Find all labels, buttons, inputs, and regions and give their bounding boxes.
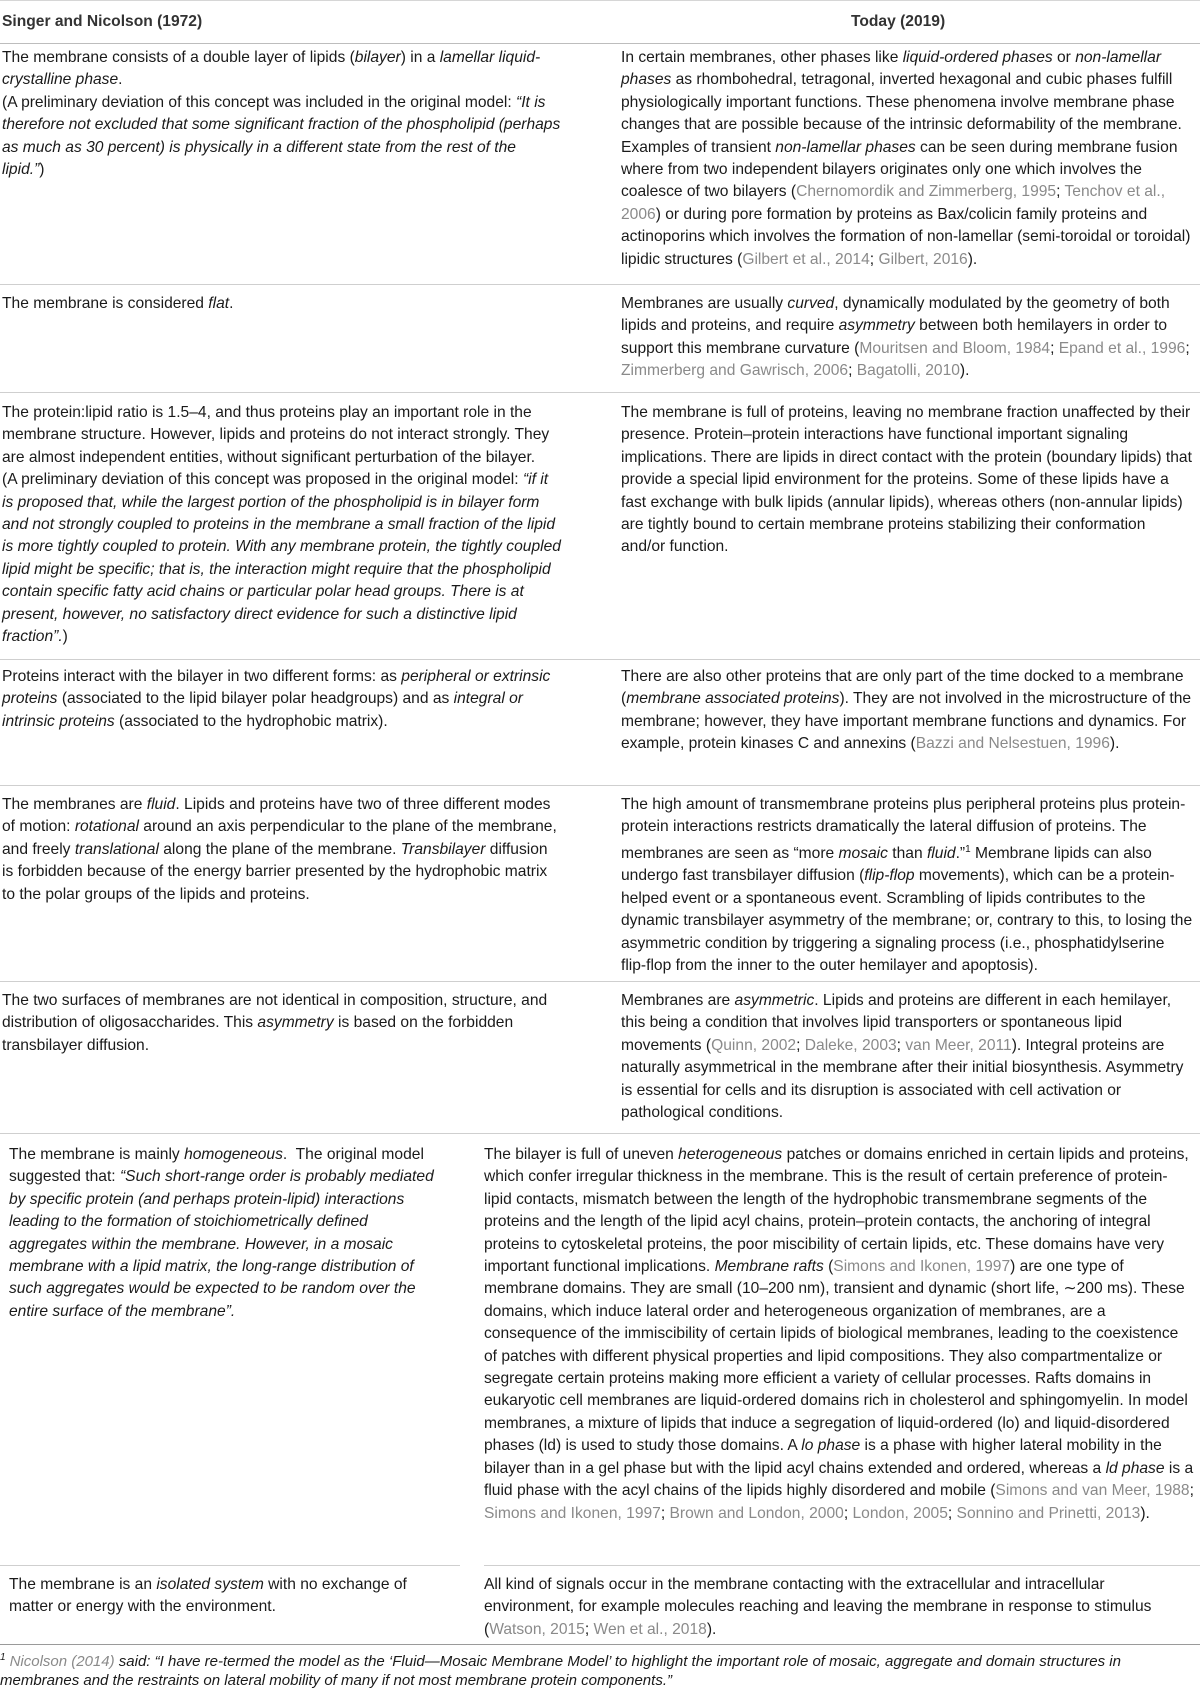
row-1-right: In certain membranes, other phases like liquid-ordered phases or non-lamellar phases as rhombohedral, tetragonal, inverted hexagonal and cubic phases fulfill physiologically important functions. These phenomena involve membrane phase changes that are possible because of the intrinsic deformability of the membrane. Examples of transient non-lamellar phases can be seen during membrane fusion where from two independent bilayers originates only one which involves the coalesce of two bilayers (Chernomordik and Zimmerberg, 1995; Tenchov et al., 2006) or during pore formation by proteins as Bax/colicin family proteins and actinoporins which involves the formation of non-lamellar (semi-toroidal or toroidal) lipidic structures (Gilbert et al., 2014; Gilbert, 2016). [621,49,1191,268]
header-today: Today (2019) [851,13,946,30]
table-footnote [0,1644,1200,1690]
row-divider [0,981,1200,982]
row-3-right: The membrane is full of proteins, leaving no membrane fraction unaffected by their presence. Protein–protein interactions have functional important signaling implications. There are lipids in direct contact with the protein (boundary lipids) that provide a special lipid environment for the proteins. Some of these lipids have a fast exchange with bulk lipids (annular lipids), whereas others (non-annular lipids) are tightly bound to certain membrane proteins stabilizing their conformation and/or function. [621,404,1192,556]
row-6-left: The two surfaces of membranes are not identical in composition, structure, and distribution of oligosaccharides. This asymmetry is based on the forbidden transbilayer diffusion. [2,992,548,1054]
row-2-right: Membranes are usually curved, dynamically modulated by the geometry of both lipids and proteins, and require asymmetry between both hemilayers in order to support this membrane curvature (Mouritsen and Bloom, 1984; Epand et al., 1996; Zimmerberg and Gawrisch, 2006; Bagatolli, 2010). [621,295,1190,380]
row-4-right: There are also other proteins that are only part of the time docked to a membrane (membrane associated proteins). They are not involved in the microstructure of the membrane; however, they have important membrane functions and dynamics. For example, protein kinases C and annexins (Bazzi and Nelsestuen, 1996). [621,668,1192,753]
row-8-left: The membrane is an isolated system with no exchange of matter or energy with the environment. [9,1576,407,1616]
row-3-left: The protein:lipid ratio is 1.5–4, and thus proteins play an important role in the membrane structure. However, lipids and proteins do not interact strongly. They are almost independent entities, without significant perturbation of the bilayer. (A preliminary deviation of this concept was proposed in the original model: “if it is proposed that, while the largest portion of the phospholipid is in bilayer form and not strongly coupled to proteins in the membrane a small fraction of the lipid is more tightly coupled to protein. With any membrane protein, the tightly coupled lipid might be specific; that is, the interaction might require that the phospholipid contain specific fatty acid chains or particular polar head groups. There is at present, however, no satisfactory direct evidence for such a distinctive lipid fraction”.) [2,404,561,646]
row-7-left: The membrane is mainly homogeneous. The original model suggested that: “Such short-range order is probably mediated by specific protein (and perhaps protein-lipid) interactions leading to the formation of stoichiometrically defined aggregates within the membrane. However, in a mosaic membrane with a lipid matrix, the long-range distribution of such aggregates would be expected to be random over the entire surface of the membrane”. [9,1146,434,1320]
row-divider [0,392,1200,393]
row-2-left: The membrane is considered flat. [2,295,234,312]
row-7-right: The bilayer is full of uneven heterogeneous patches or domains enriched in certain lipids and proteins, which confer irregular thickness in the membrane. This is the result of certain preference of protein-lipid contacts, mismatch between the length of the hydrophobic transmembrane segments of the proteins and the length of the lipid acyl chains, protein–protein contacts, the anchoring of integral proteins to cytoskeletal proteins, the poor miscibility of certain lipids, etc. These domains have very important functional implications. Membrane rafts (Simons and Ikonen, 1997) are one type of membrane domains. They are small (10–200 nm), transient and dynamic (short life, ∼200 ms). These domains, which induce lateral order and heterogeneous organization of membranes, are a consequence of the immiscibility of certain lipids of biological membranes, leading to the coexistence of patches with different physical properties and lipid compositions. They also compartmentalize or segregate certain proteins making more efficient a variety of cellular processes. Rafts domains in eukaryotic cell membranes are liquid-ordered domains rich in cholesterol and sphingomyelin. In model membranes, a mixture of lipids that induce a segregation of liquid-ordered (lo) and liquid-disordered phases (ld) is used to study those domains. A lo phase is a phase with higher lateral mobility in the bilayer than in a gel phase but with the lipid acyl chains extended and ordered, whereas a ld phase is a fluid phase with the acyl chains of the lipids highly disordered and mobile (Simons and van Meer, 1988; Simons and Ikonen, 1997; Brown and London, 2000; London, 2005; Sonnino and Prinetti, 2013). [484,1146,1194,1522]
row-divider [0,284,1200,285]
row-6-right: Membranes are asymmetric. Lipids and proteins are different in each hemilayer, this being a condition that involves lipid transporters or spontaneous lipid movements (Quinn, 2002; Daleke, 2003; van Meer, 2011). Integral proteins are naturally asymmetrical in the membrane after their initial biosynthesis. Asymmetry is essential for cells and its disruption is associated with cell activation or pathological conditions. [621,992,1184,1122]
row-divider [0,1133,1200,1134]
row-8-right: All kind of signals occur in the membrane contacting with the extracellular and intracellular environment, for example molecules reaching and leaving the membrane in response to stimulus (Watson, 2015; Wen et al., 2018). [484,1576,1152,1638]
row-4-left: Proteins interact with the bilayer in two different forms: as peripheral or extrinsic proteins (associated to the lipid bilayer polar headgroups) and as integral or intrinsic proteins (associated to the hydrophobic matrix). [2,668,551,730]
row-divider [0,785,1200,786]
footnote-text: Nicolson (2014) said: “I have re-termed the model as the ‘Fluid—Mosaic Membrane Model’ to highlight the important role of mosaic, aggregate and domain structures in membranes and the restraints on lateral mobility of many if not most membrane protein components.” [0,1653,1121,1689]
row-5-left: The membranes are fluid. Lipids and proteins have two of three different modes of motion: rotational around an axis perpendicular to the plane of the membrane, and freely translational along the plane of the membrane. Transbilayer diffusion is forbidden because of the energy barrier presented by the hydrophobic matrix to the polar groups of the lipids and proteins. [2,796,557,903]
footnote-marker: 1 [0,1652,6,1663]
row-1-left: The membrane consists of a double layer of lipids (bilayer) in a lamellar liquid-crystalline phase. (A preliminary deviation of this concept was included in the original model: “It is therefore not excluded that some significant fraction of the phospholipid (perhaps as much as 30 percent) is physically in a different state from the rest of the lipid.”) [2,49,561,179]
row-5-right: The high amount of transmembrane proteins plus peripheral proteins plus protein-protein interactions restricts dramatically the lateral diffusion of proteins. The membranes are seen as “more mosaic than fluid.”$^1$ Membrane lipids can also undergo fast transbilayer diffusion (flip-flop movements), which can be a protein-helped event or a spontaneous event. Scrambling of lipids contributes to the dynamic transbilayer asymmetry of the membrane; or, contrary to this, to losing the asymmetric condition by triggering a signaling process (i.e., phosphatidylserine flip-flop from the inner to the outer hemilayer and apoptosis). [621,796,1193,975]
table-header [0,0,1200,44]
row-divider-right [484,1565,1200,1566]
row-divider-left [0,1565,460,1566]
row-divider [0,659,1200,660]
header-singer-nicolson: Singer and Nicolson (1972) [2,13,203,30]
